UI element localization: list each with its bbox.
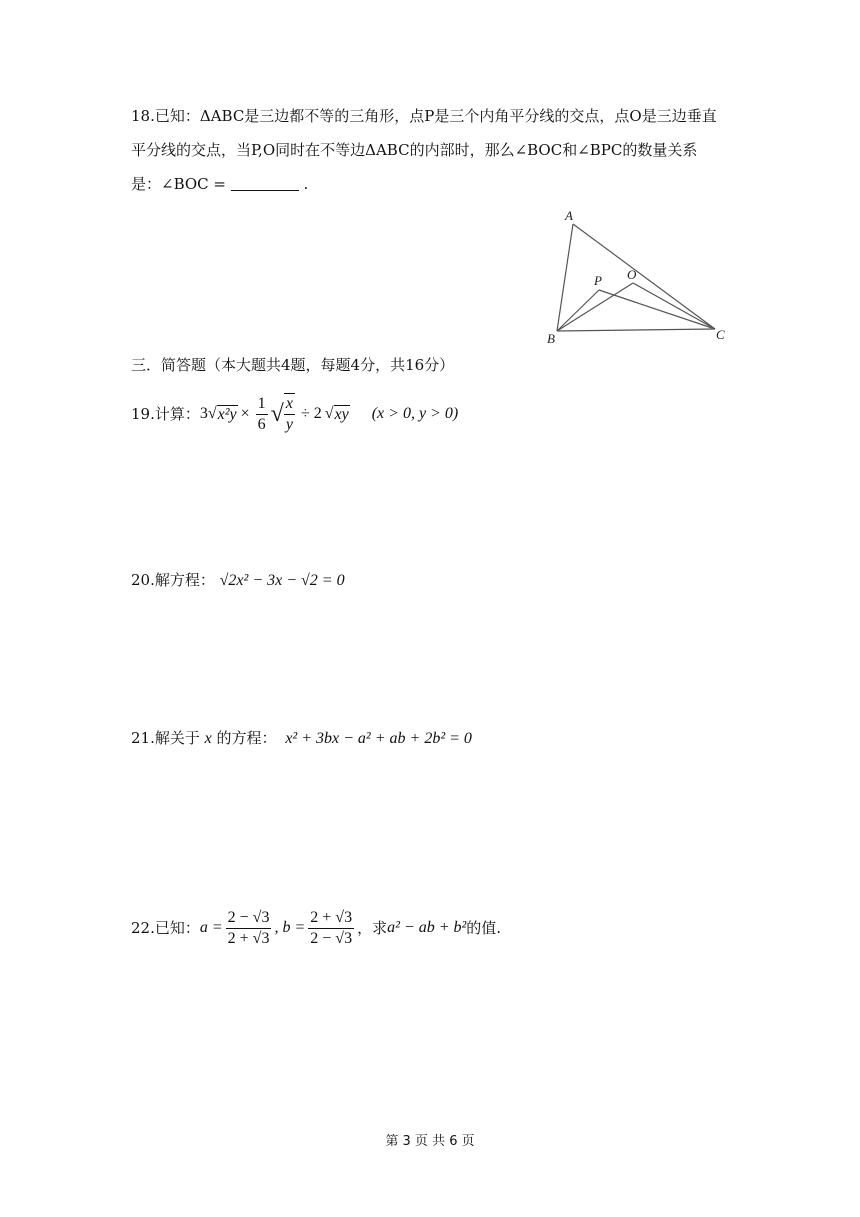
q20-equation: √2x² − 3x − √2 = 0 [219,572,345,589]
label-c: C [716,327,725,342]
q22-a-label: a = [199,919,223,936]
label-o: O [627,267,637,282]
q19-radical2 [284,393,295,435]
q22-ask: ，求 [357,919,388,937]
q20 [131,570,345,591]
q22-a-num: 2 − √3 [226,908,272,929]
q21-var: x [204,730,212,747]
side-ab [557,224,573,331]
segment-bo [557,283,633,331]
q22-b-fraction [308,908,354,949]
label-b: B [547,331,555,346]
q22-prefix: 22.已知： [131,919,200,937]
q22-suffix: 的值. [466,919,502,937]
q18-line3-prefix: 是：∠BOC = [131,175,226,193]
label-a: A [565,208,573,223]
q22-a-den: 2 + √3 [227,929,270,947]
answer-blank [231,174,299,191]
q19-div: ÷ 2 [300,405,322,422]
q21-equation: x² + 3bx − a² + ab + 2b² = 0 [285,730,472,747]
q20-prefix: 20.解方程： [131,571,215,589]
q19-rad2-num: x [284,394,295,415]
q19-times: × [240,405,250,422]
q18-line3 [131,174,308,194]
q19-rad2-den: y [285,416,293,433]
q19-prefix: 19.计算： [131,405,200,423]
q19-frac-den: 6 [257,415,266,433]
q19-coef: 3 [199,405,208,422]
q19-frac-num: 1 [256,394,268,415]
triangle-figure [540,205,740,350]
q22 [131,904,501,952]
section-heading: 三．简答题（本大题共4题，每题4分，共16分） [131,356,455,374]
q22-expr: a² − ab + b² [387,919,467,936]
q22-a-fraction [226,908,272,949]
q21-middle: 的方程： [216,729,277,747]
q22-b-den: 2 − √3 [310,929,353,947]
q19-radical3: xy [334,405,349,423]
label-p: P [594,273,602,288]
q22-b-num: 2 + √3 [308,908,354,929]
q18-line2: 平分线的交点，当P,O同时在不等边ΔABC的内部时，那么∠BOC和∠BPC的数量关系 [131,141,698,159]
q19-condition: (x > 0, y > 0) [371,405,459,422]
q18-line1: 18.已知：ΔABC是三边都不等的三角形，点P是三个内角平分线的交点，点O是三边垂直 [131,107,717,125]
segment-bp [557,290,599,331]
q21 [131,728,472,749]
q19-fraction [256,394,268,435]
q21-prefix: 21.解关于 [131,729,200,747]
side-bc [557,329,715,331]
q18-line3-suffix: . [303,175,309,193]
q22-b-label: , b = [274,919,306,936]
page-footer: 第 3 页 共 6 页 [385,1134,475,1149]
q19-radical1: x²y [217,405,237,423]
q19: 19.计算： 3 √ x²y × $\frac{1}{6}$ √ $\frac{x}{y}$ ÷ 2 √ xy (x > 0, y > 0) [131,392,458,436]
